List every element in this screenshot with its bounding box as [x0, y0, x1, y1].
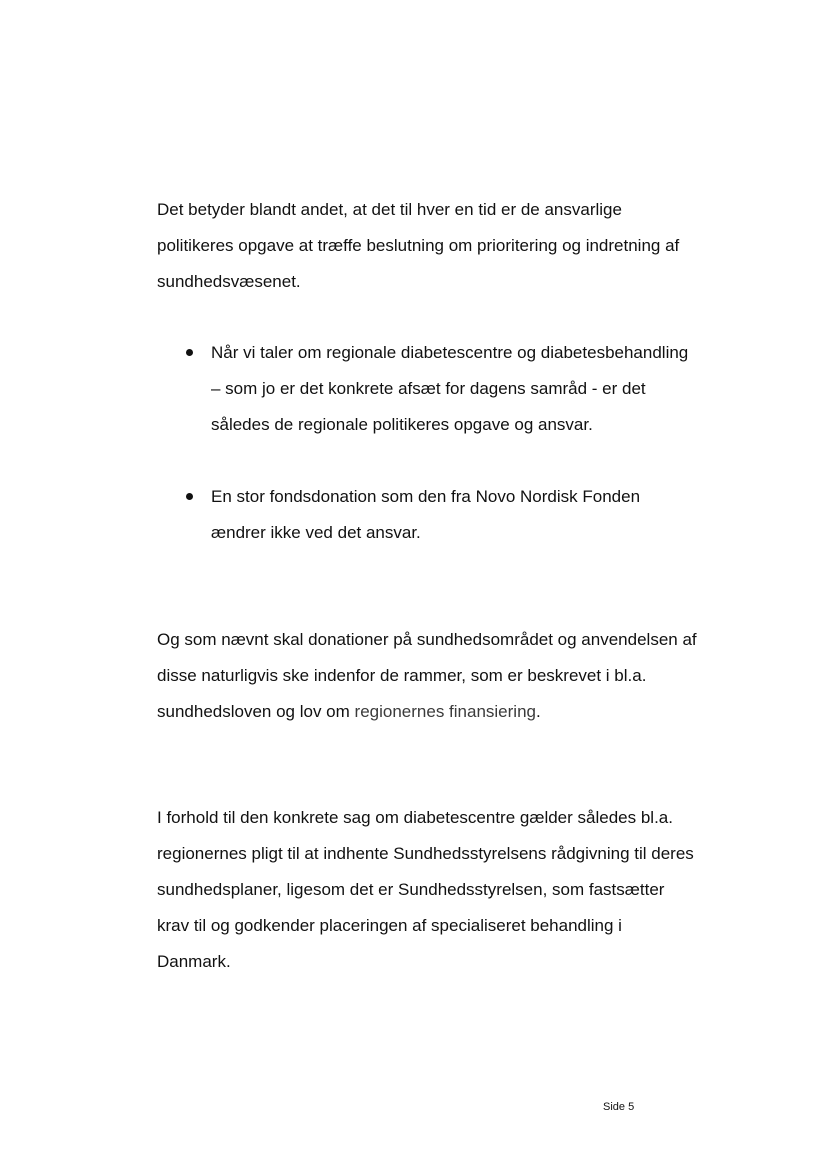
paragraph-responsibility: Det betyder blandt andet, at det til hver en tid er de ansvarlige politikeres opgave at træffe beslutning om prioritering og indretning af sundhedsvæsenet.	[157, 200, 680, 291]
bullet-item-donation	[157, 479, 697, 551]
bullet-dot-icon	[186, 493, 193, 500]
page-number: Side 5	[603, 1101, 635, 1113]
bullet-text: Når vi taler om regionale diabetescentre og diabetesbehandling – som jo er det konkrete afsæt for dagens samråd - er det således de regionale politikeres opgave og ansvar.	[211, 343, 689, 434]
paragraph-donations-text: Og som nævnt skal donationer på sundhedsområdet og anvendelsen af disse naturligvis ske indenfor de rammer, som er beskrevet i bl.a. sundhedsloven og lov om	[157, 630, 697, 721]
bullet-dot-icon	[186, 349, 193, 356]
paragraph-donations-end: .	[535, 702, 541, 721]
paragraph-diabetes-centres: I forhold til den konkrete sag om diabetescentre gælder således bl.a. regionernes pligt til at indhente Sundhedsstyrelsens rådgivning til deres sundhedsplaner, ligesom det er Sundhedsstyrelsen, som fastsætter krav til og godkender placeringen af specialiseret behandling i Danmark.	[157, 808, 694, 971]
paragraph-donations	[157, 622, 697, 730]
regional-financing-link[interactable]: regionernes finansiering	[354, 702, 536, 721]
bullet-text: En stor fondsdonation som den fra Novo Nordisk Fonden ændrer ikke ved det ansvar.	[211, 487, 641, 542]
bullet-item-regional	[157, 335, 697, 443]
bullet-list	[157, 335, 697, 551]
